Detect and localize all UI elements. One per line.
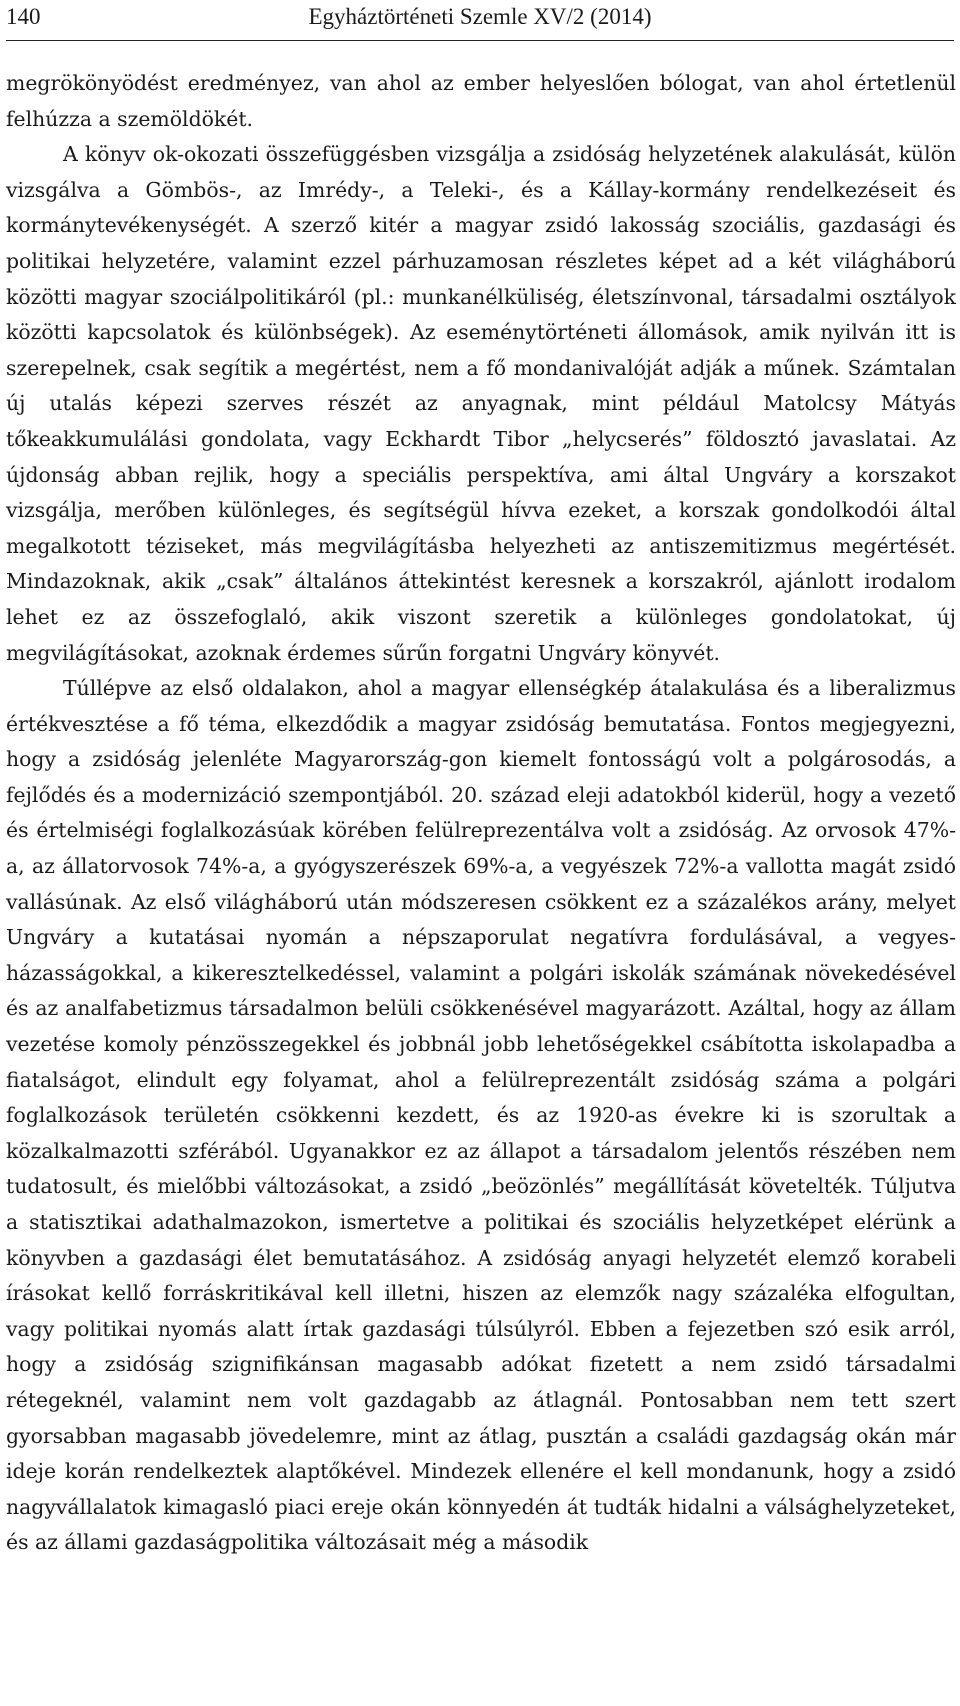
running-header: [6, 0, 954, 41]
paragraph-continued: megrökönyödést eredményez, van ahol az ember helyeslően bólogat, van ahol értetlenül felhúzza a szemöldökét.: [6, 71, 956, 131]
paragraph-book-overview: A könyv ok-okozati összefüggésben vizsgálja a zsidóság helyzetének alakulását, külön vizsgálva a Gömbös-, az Imrédy-, a Teleki-, és a Kállay-kormány rendelkezéseit és kormánytevékenységét. A szerző kitér a magyar zsidó lakosság szociális, gazdasági és politikai helyzetére, valamint ezzel párhuzamosan részletes képet ad a két világháború közötti magyar szociálpolitikáról (pl.: munkanélküliség, életszínvonal, társadalmi osztályok közötti kapcsolatok és különbségek). Az eseménytörténeti állomások, amik nyilván itt is szerepelnek, csak segítik a megértést, nem a fő mondanivalóját adják a műnek. Számtalan új utalás képezi szerves részét az anyagnak, mint például Matolcsy Mátyás tőkeakkumulálási gondolata, vagy Eckhardt Tibor „helycserés” földosztó javaslatai. Az újdonság abban rejlik, hogy a speciális perspektíva, ami által Ungváry a korszakot vizsgálja, merőben különleges, és segítségül hívva ezeket, a korszak gondolkodói által megalkotott téziseket, más megvilágításba helyezheti az antiszemitizmus megértését. Mindazoknak, akik „csak” általános áttekintést keresnek a korszakról, ajánlott irodalom lehet ez az összefoglaló, akik viszont szeretik a különleges gondolatokat, új megvilágításokat, azoknak érdemes sűrűn forgatni Ungváry könyvét.: [6, 142, 956, 665]
journal-title: Egyháztörténeti Szemle XV/2 (2014): [308, 4, 652, 29]
page-number: 140: [6, 4, 41, 29]
article-body: [6, 66, 956, 1561]
paragraph-jewish-society: Túllépve az első oldalakon, ahol a magyar ellenségkép átalakulása és a liberalizmus értékvesztése a fő téma, elkezdődik a magyar zsidóság bemutatása. Fontos megjegyezni, hogy a zsidóság jelenléte Magyarország-gon kiemelt fontosságú volt a polgárosodás, a fejlődés és a modernizáció szempontjából. 20. század eleji adatokból kiderül, hogy a vezető és értelmiségi foglalkozásúak körében felülreprezentálva volt a zsidóság. Az orvosok 47%-a, az állatorvosok 74%-a, a gyógyszerészek 69%-a, a vegyészek 72%-a vallotta magát zsidó vallásúnak. Az első világháború után módszeresen csökkent ez a százalékos arány, melyet Ungváry a kutatásai nyomán a népszaporulat negatívra fordulásával, a vegyes-házasságokkal, a kikeresztelkedéssel, valamint a polgári iskolák számának növekedésével és az analfabetizmus társadalmon belüli csökkenésével magyarázott. Azáltal, hogy az állam vezetése komoly pénzösszegekkel és jobbnál jobb lehetőségekkel csábította iskolapadba a fiatalságot, elindult egy folyamat, ahol a felülreprezentált zsidóság száma a polgári foglalkozások területén csökkenni kezdett, és az 1920-as évekre ki is szorultak a közalkalmazotti szférából. Ugyanakkor ez az állapot a társadalom jelentős részében nem tudatosult, és mielőbbi változásokat, a zsidó „beözönlés” megállítását követelték. Túljutva a statisztikai adathalmazokon, ismertetve a politikai és szociális helyzetképet elérünk a könyvben a gazdasági élet bemutatásához. A zsidóság anyagi helyzetét elemző korabeli írásokat kellő forráskritikával kell illetni, hiszen az elemzők nagy százaléka elfogultan, vagy politikai nyomás alatt írtak gazdasági túlsúlyról. Ebben a fejezetben szó esik arról, hogy a zsidóság szignifikánsan magasabb adókat fizetett a nem zsidó társadalmi rétegeknél, valamint nem volt gazdagabb az átlagnál. Pontosabban nem tett szert gyorsabban magasabb jövedelemre, mint az átlag, pusztán a családi gazdagság okán már ideje korán rendelkeztek alaptőkével. Mindezek ellenére el kell mondanunk, hogy a zsidó nagyvállalatok kimagasló piaci ereje okán könnyedén át tudták hidalni a válsághelyzeteket, és az állami gazdaságpolitika változásait még a második: [6, 676, 956, 1555]
